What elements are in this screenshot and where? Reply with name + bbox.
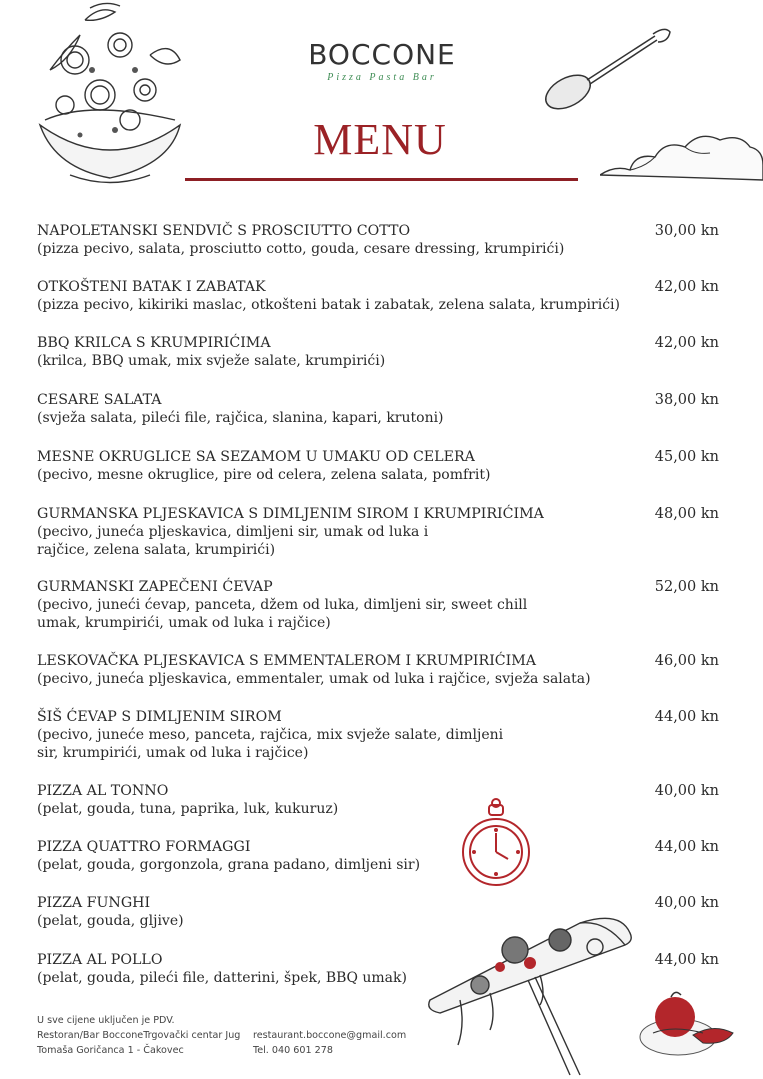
item-price: 44,00 kn [654,709,719,725]
email-link[interactable]: restaurant.boccone@gmail.com [253,1030,407,1041]
item-name: NAPOLETANSKI SENDVIČ S PROSCIUTTO COTTO [37,223,411,239]
menu-item [37,782,727,818]
item-name: MESNE OKRUGLICE SA SEZAMOM U UMAKU OD CELERA [37,449,475,465]
salad-bowl-illustration [30,0,190,190]
item-description: (pelat, gouda, gljive) [37,913,184,929]
menu-item [37,334,727,370]
item-price: 30,00 kn [654,223,719,239]
menu-item [37,894,727,930]
menu-item [37,708,727,762]
item-price: 40,00 kn [654,783,719,799]
vat-note: U sve cijene uključen je PDV. [37,1015,175,1026]
item-description: (pecivo, juneća pljeskavica, dimljeni sir, umak od luka i rajčice, zelena salata, krumpirići) [37,524,429,558]
item-price: 44,00 kn [654,839,719,855]
item-price: 42,00 kn [654,279,719,295]
item-name: OTKOŠTENI BATAK I ZABATAK [37,279,266,295]
item-price: 45,00 kn [654,449,719,465]
menu-item [37,222,727,258]
tomato-illustration [633,985,753,1065]
item-name: LESKOVAČKA PLJESKAVICA S EMMENTALEROM I KRUMPIRIĆIMA [37,653,537,669]
title-divider [185,178,578,181]
item-description: (pelat, gouda, pileći file, datterini, špek, BBQ umak) [37,970,407,986]
spoon-illustration [540,22,680,117]
menu-item [37,391,727,427]
item-price: 52,00 kn [654,579,719,595]
pizza-slice-illustration [420,905,635,1077]
item-name: PIZZA AL TONNO [37,783,169,799]
brand-name: BOCCONE [308,38,456,71]
item-price: 44,00 kn [654,952,719,968]
item-description: (pecivo, mesne okruglice, pire od celera, zelena salata, pomfrit) [37,467,491,483]
footer-contact [253,1028,406,1058]
item-description: (pecivo, juneće meso, panceta, rajčica, mix svježe salate, dimljeni sir, krumpirići, umak od luka i rajčice) [37,727,504,761]
item-description: (pecivo, juneći ćevap, panceta, džem od luka, dimljeni sir, sweet chill umak, krumpirići, umak od luka i rajčice) [37,597,528,631]
item-price: 38,00 kn [654,392,719,408]
item-price: 42,00 kn [654,335,719,351]
cloud-illustration [600,125,763,190]
item-price: 48,00 kn [654,506,719,522]
menu-item [37,951,727,987]
menu-item [37,505,727,559]
address-line-1: Restoran/Bar BocconeTrgovački centar Jug [37,1030,241,1041]
item-description: (pelat, gouda, tuna, paprika, luk, kukuruz) [37,801,339,817]
menu-item [37,838,727,874]
address-line-2: Tomaša Goričanca 1 - Čakovec [37,1045,184,1056]
item-price: 46,00 kn [654,653,719,669]
item-name: PIZZA AL POLLO [37,952,163,968]
item-description: (svježa salata, pileći file, rajčica, slanina, kapari, krutoni) [37,410,444,426]
item-name: GURMANSKA PLJESKAVICA S DIMLJENIM SIROM I KRUMPIRIĆIMA [37,506,544,522]
item-name: ŠIŠ ĆEVAP S DIMLJENIM SIROM [37,709,282,725]
menu-item [37,448,727,484]
menu-item [37,652,727,688]
menu-item [37,578,727,632]
item-description: (pizza pecivo, salata, prosciutto cotto, gouda, cesare dressing, krumpirići) [37,241,565,257]
item-description: (pecivo, juneća pljeskavica, emmentaler, umak od luka i rajčice, svježa salata) [37,671,591,687]
item-price: 40,00 kn [654,895,719,911]
item-description: (krilca, BBQ umak, mix svježe salate, krumpirići) [37,353,386,369]
item-name: CESARE SALATA [37,392,162,408]
item-description: (pizza pecivo, kikiriki maslac, otkošteni batak i zabatak, zelena salata, krumpirići) [37,297,620,313]
brand-logo [297,40,467,83]
brand-tagline: Pizza Pasta Bar [327,72,437,83]
item-description: (pelat, gouda, gorgonzola, grana padano, dimljeni sir) [37,857,421,873]
menu-title: MENU [313,115,447,164]
menu-item [37,278,727,314]
phone-number: Tel. 040 601 278 [253,1045,333,1056]
footer-left [37,1013,240,1058]
item-name: PIZZA QUATTRO FORMAGGI [37,839,251,855]
item-name: BBQ KRILCA S KRUMPIRIĆIMA [37,335,271,351]
item-name: GURMANSKI ZAPEČENI ĆEVAP [37,579,273,595]
item-name: PIZZA FUNGHI [37,895,151,911]
